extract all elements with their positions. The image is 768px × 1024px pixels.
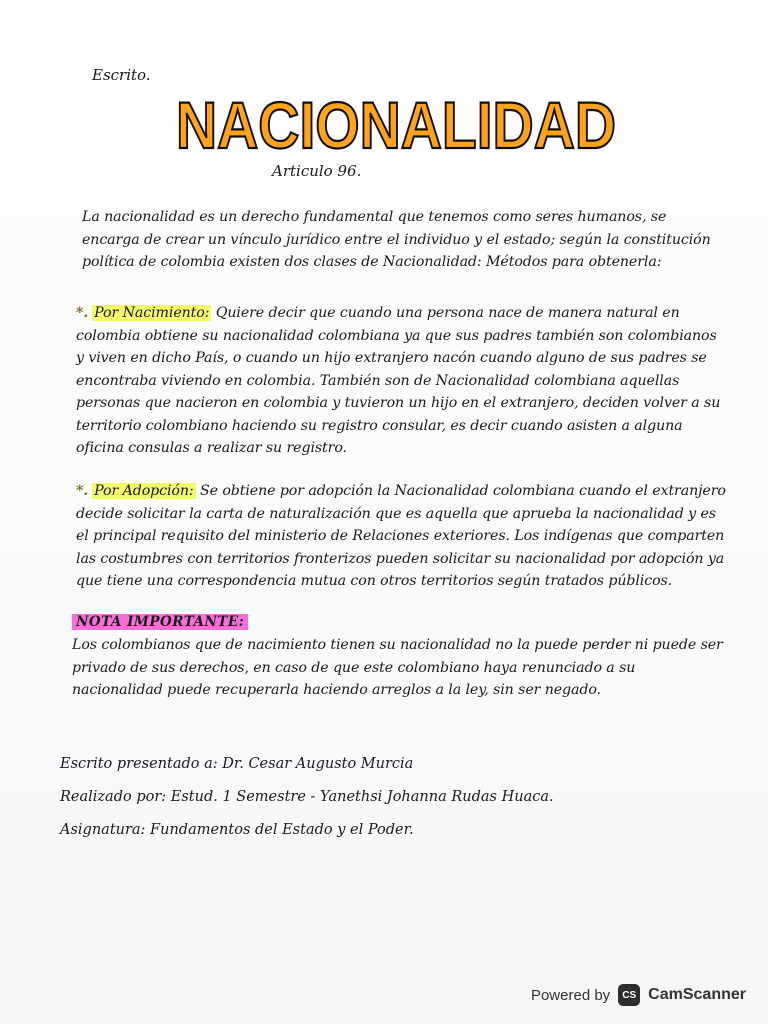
powered-by-text: Powered by [530, 986, 611, 1004]
note-paragraph: Los colombianos que de nacimiento tienen su nacionalidad no la puede perder ni puede ser privado de sus derechos, en caso de que este colombiano haya renunciado a su nacionalidad puede recuperarla haciendo arreglos a la ley, sin ser negado. [72, 637, 723, 698]
section-body-adoption: Se obtiene por adopción la Nacionalidad colombiana cuando el extranjero decide solicitar la carta de naturalización que es aquella que aprueba la nacionalidad y es el principal requisito del ministerio de Relaciones exteriores. Los indígenas que comparten las costumbres con territorios fronterizos pueden solicitar su nacionalidad por adopción ya que tiene una correspondencia mutua con otros territorios según tratados públicos. [76, 483, 726, 589]
presented-to-line: Escrito presentado a: Dr. Cesar Augusto Murcia [60, 756, 414, 772]
note-label: NOTA IMPORTANTE: [72, 614, 248, 630]
made-by-line: Realizado por: Estud. 1 Semestre - Yanethsi Johanna Rudas Huaca. [60, 789, 554, 805]
camscanner-name: CamScanner [648, 986, 746, 1003]
document-type-label: Escrito. [92, 66, 151, 84]
section-heading-birth: Por Nacimiento: [94, 305, 210, 321]
subject-line: Asignatura: Fundamentos del Estado y el Poder. [60, 822, 414, 838]
title-graphic [166, 86, 626, 166]
section-by-adoption [76, 480, 728, 593]
section-body-birth: Quiere decir que cuando una persona nace de manera natural en colombia obtiene su nacionalidad colombiana ya que sus padres también son colombianos y viven en dicho País, o cuando un hijo extranjero nacón cuando alguno de sus padres se encontraba viviendo en colombia. También son de Nacionalidad colombiana aquellas personas que nacieron en colombia y tuvieron un hijo en el extranjero, deciden volver a su territorio colombiano haciendo su registro consular, es decir cuando asisten a alguna oficina consulas a realizar su registro. [76, 305, 721, 456]
title-text: NACIONALIDAD [176, 88, 616, 162]
section-by-birth [76, 302, 722, 460]
intro-paragraph: La nacionalidad es un derecho fundamental que tenemos como seres humanos, se encarga de crear un vínculo jurídico entre el individuo y el estado; según la constitución política de colombia existen dos clases de Nacionalidad: Métodos para obtenerla: [82, 209, 711, 270]
bullet-mark: *. [76, 305, 89, 321]
camscanner-logo-icon: CS [618, 984, 640, 1006]
article-reference: Articulo 96. [272, 162, 362, 180]
scanner-watermark [531, 984, 746, 1006]
section-heading-adoption: Por Adopción: [94, 483, 194, 499]
page-title [166, 86, 626, 166]
bullet-mark: *. [76, 483, 89, 499]
